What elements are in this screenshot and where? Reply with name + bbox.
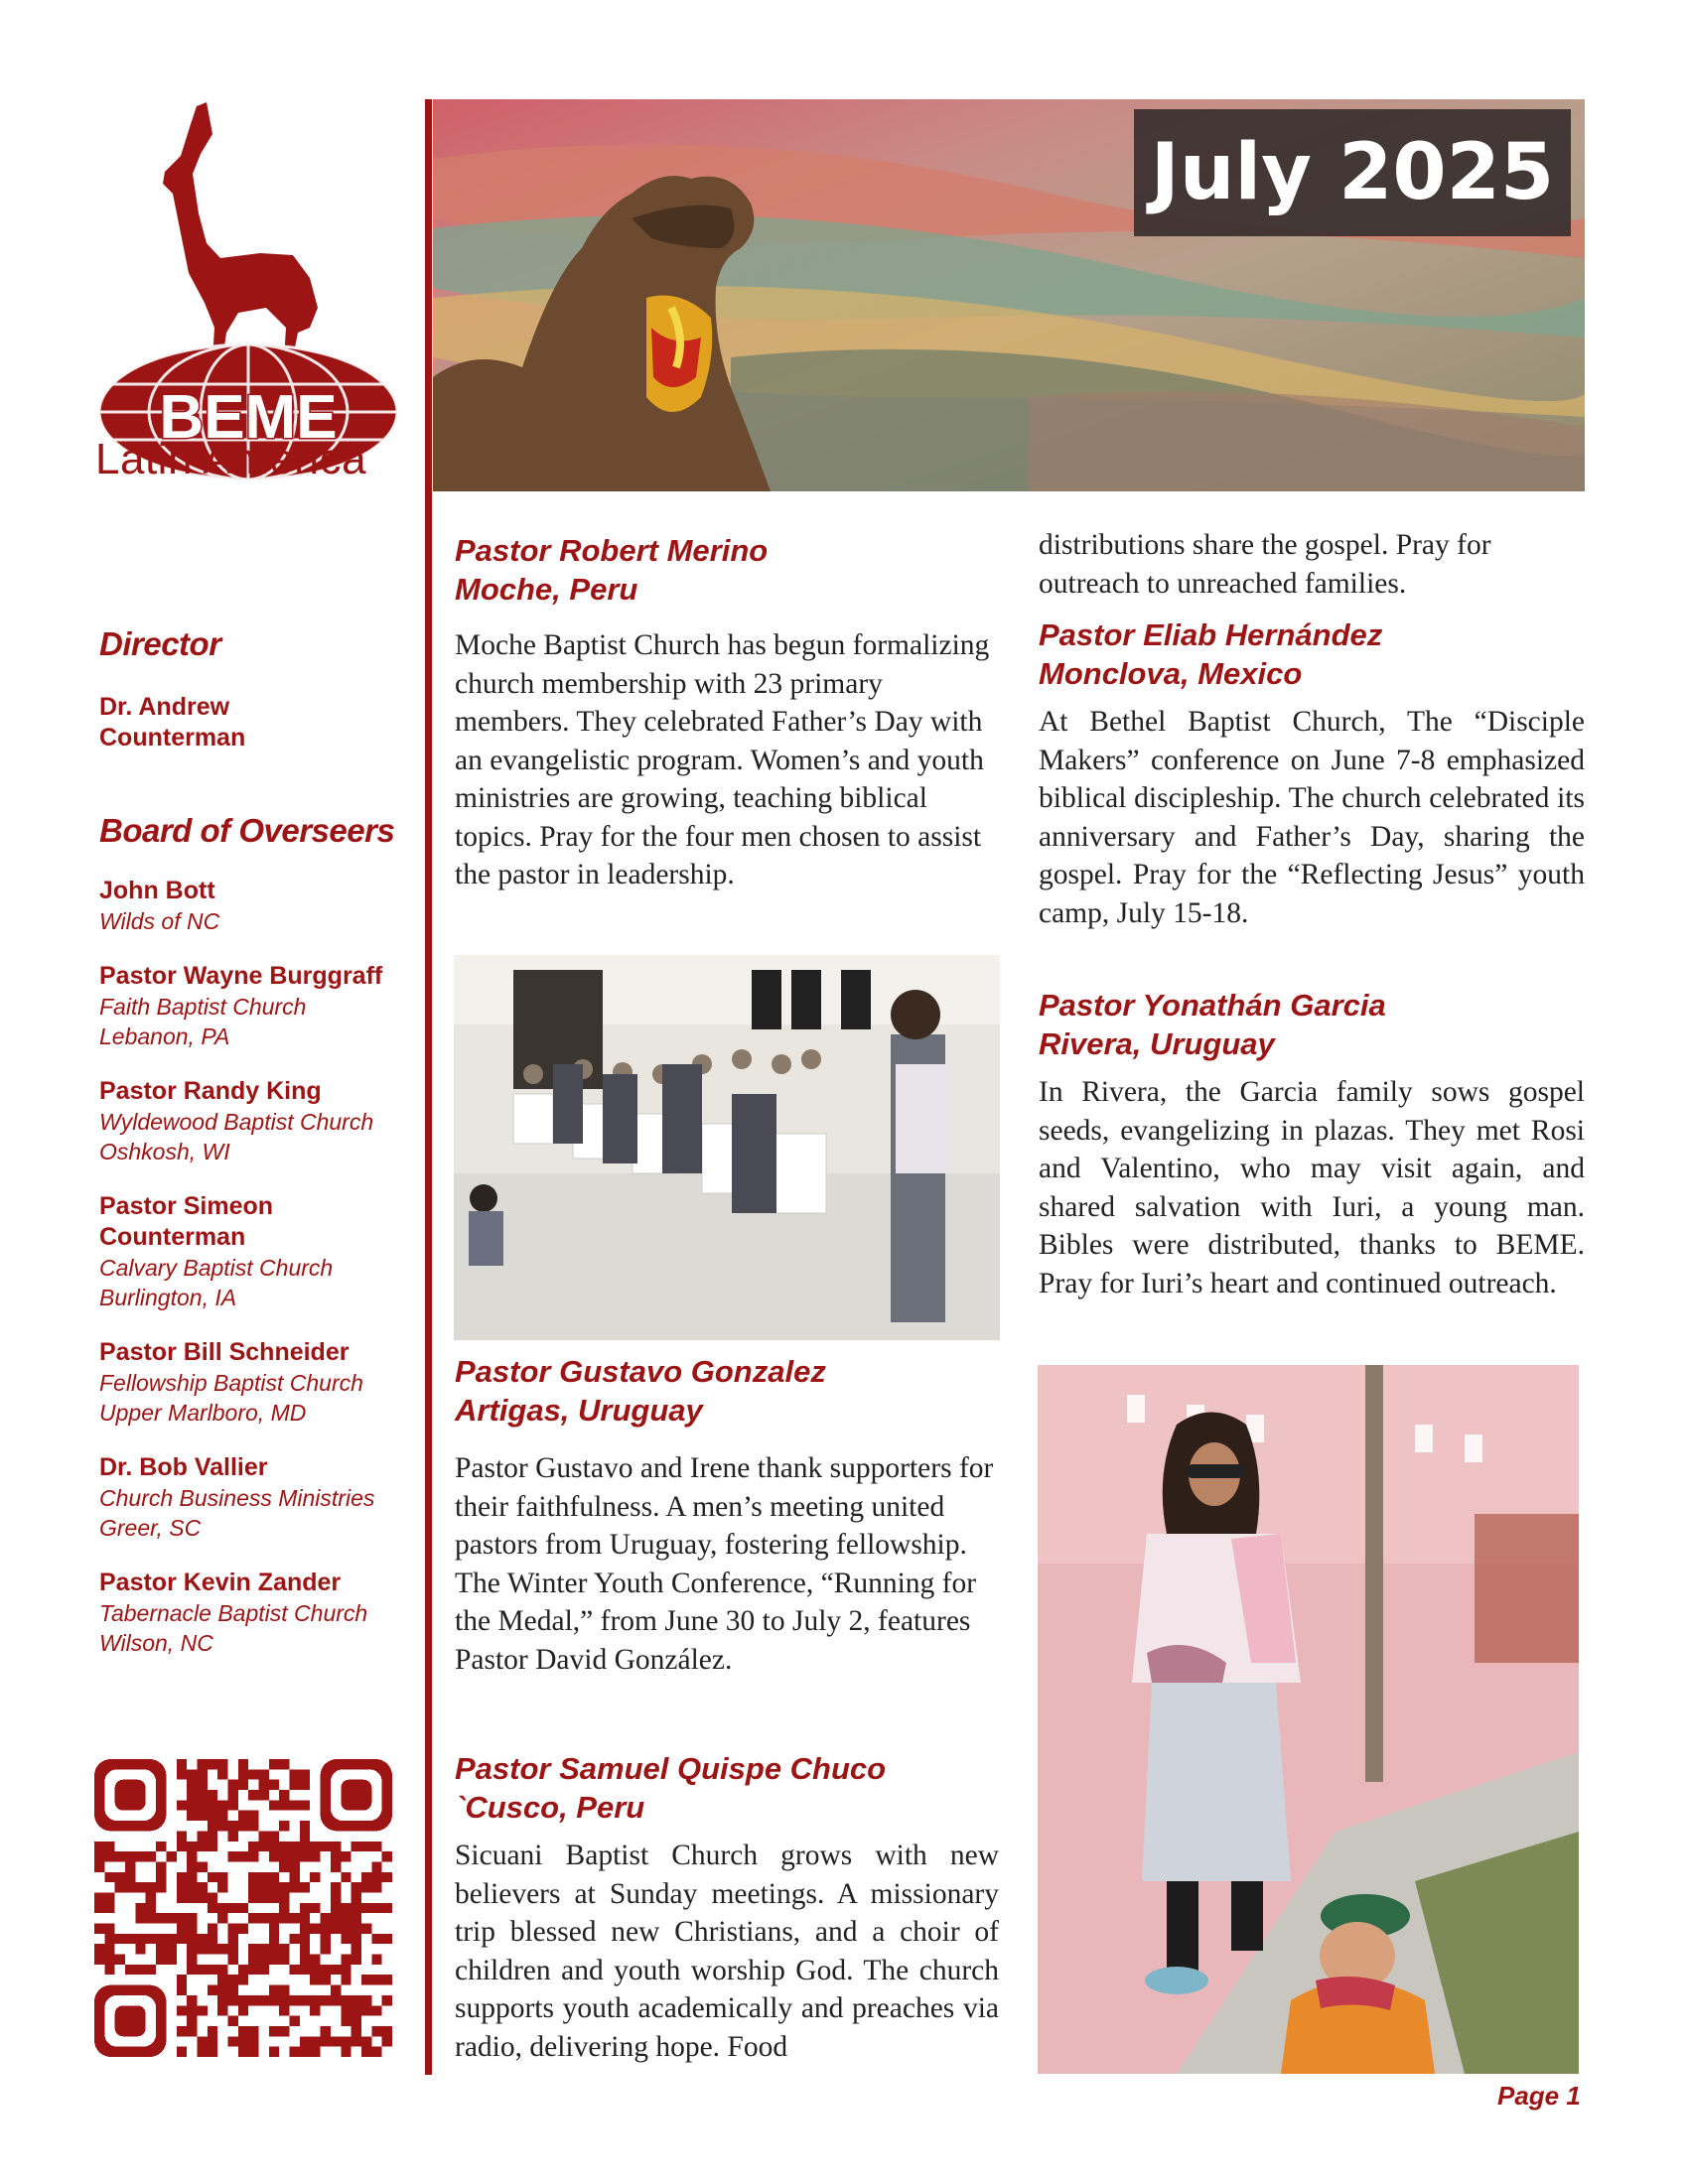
member-name: Pastor Kevin Zander [99,1569,342,1596]
article-title: Pastor Gustavo Gonzalez [455,1354,826,1389]
member-name: Pastor Randy King [99,1077,322,1105]
member-location: Lebanon, PA [99,1024,230,1049]
photo-garcia-family [1038,1365,1579,2074]
article-body: At Bethel Baptist Church, The “Disciple Makers” conference on June 7-8 emphasized biblical discipleship. The church celebrated its anniversary and Father’s Day, sharing the gospel. Pray for the “Reflecting Jesus” youth camp, July 15-18. [1039,706,1585,929]
article-hernandez [1039,615,1585,932]
board-list [99,876,427,1683]
member-name: John Bott [99,877,215,904]
board-member [99,1568,427,1658]
page-number: Page 1 [1497,2081,1581,2111]
member-location: Burlington, IA [99,1285,237,1310]
member-name: Pastor Bill Schneider [99,1338,350,1366]
member-location: Wilson, NC [99,1630,213,1656]
board-member [99,1337,427,1428]
article-quispe-continued [1039,526,1585,603]
board-member [99,1191,427,1312]
photo-church-meeting [454,955,1000,1340]
article-garcia [1039,986,1585,1302]
article-title: Pastor Eliab Hernández [1039,617,1383,652]
article-subtitle: Monclova, Mexico [1039,656,1303,691]
llama-globe-logo-icon [89,94,412,491]
mother-and-child-image [1038,1365,1579,2074]
board-member [99,1452,427,1543]
article-subtitle: Moche, Peru [455,572,638,607]
article-title: Pastor Samuel Quispe Chuco [455,1751,887,1786]
region-label: Latin America [95,435,367,483]
member-name: Dr. Bob Vallier [99,1453,268,1481]
director-heading: Director [99,625,221,662]
board-member [99,961,427,1051]
qr-code-icon [94,1759,392,2057]
article-quispe [455,1749,999,2066]
member-org: Calvary Baptist Church [99,1255,334,1281]
issue-date-badge: July 2025 [1134,109,1571,236]
member-org: Faith Baptist Church [99,994,307,1020]
column-divider [425,99,432,2075]
member-name: Pastor Wayne Burggraff [99,962,383,990]
article-subtitle: Artigas, Uruguay [455,1393,703,1428]
director-name: Dr. Andrew [99,693,230,721]
article-body: Pastor Gustavo and Irene thank supporters for their faithfulness. A men’s meeting united pastors from Uruguay, fostering fellowship. The Winter Youth Conference, “Running for the Medal,” from June 30 to July 2, features Pastor David González. [455,1452,994,1676]
director-name: Counterman [99,724,246,751]
board-heading: Board of Overseers [99,812,395,849]
article-merino [455,531,999,894]
member-org: Church Business Ministries [99,1485,375,1511]
logo-text: BEME [159,383,338,452]
article-body: In Rivera, the Garcia family sows gospel seeds, evangelizing in plazas. They met Rosi and Valentino, who may visit again, and shared salvation with Iuri, a young man. Bibles were distributed, thanks to BEME. Pray for Iuri’s heart and continued outreach. [1039,1076,1585,1299]
member-location: Upper Marlboro, MD [99,1400,307,1426]
member-name: Counterman [99,1223,246,1251]
article-body: Sicuani Baptist Church grows with new believers at Sunday meetings. A missionary trip blessed new Christians, and a choir of children and youth worship God. The church supports youth academically and preaches via radio, delivering hope. Food [455,1840,999,2063]
article-title: Pastor Yonathán Garcia [1039,988,1386,1023]
header-photo-llama-rainbow-mountain [433,99,1585,491]
member-location: Oshkosh, WI [99,1139,230,1164]
article-gonzalez [455,1352,999,1679]
member-org: Tabernacle Baptist Church [99,1600,368,1626]
board-member [99,1076,427,1166]
article-title: Pastor Robert Merino [455,533,769,568]
member-name: Pastor Simeon [99,1192,274,1220]
article-subtitle: `Cusco, Peru [455,1790,645,1825]
qr-code[interactable] [94,1759,392,2057]
church-meeting-image [454,955,1000,1340]
member-org: Wyldewood Baptist Church [99,1109,374,1135]
article-body: Moche Baptist Church has begun formalizing church membership with 23 primary members. They celebrated Father’s Day with an evangelistic program. Women’s and youth ministries are growing, teaching biblical topics. Pray for the four men chosen to assist the pastor in leadership. [455,629,990,890]
article-body-continued: distributions share the gospel. Pray for outreach to unreached families. [1039,529,1491,600]
member-location: Greer, SC [99,1515,202,1541]
member-org: Wilds of NC [99,908,220,934]
beme-logo [89,94,412,491]
member-org: Fellowship Baptist Church [99,1370,363,1396]
article-subtitle: Rivera, Uruguay [1039,1026,1275,1061]
board-member [99,876,427,936]
